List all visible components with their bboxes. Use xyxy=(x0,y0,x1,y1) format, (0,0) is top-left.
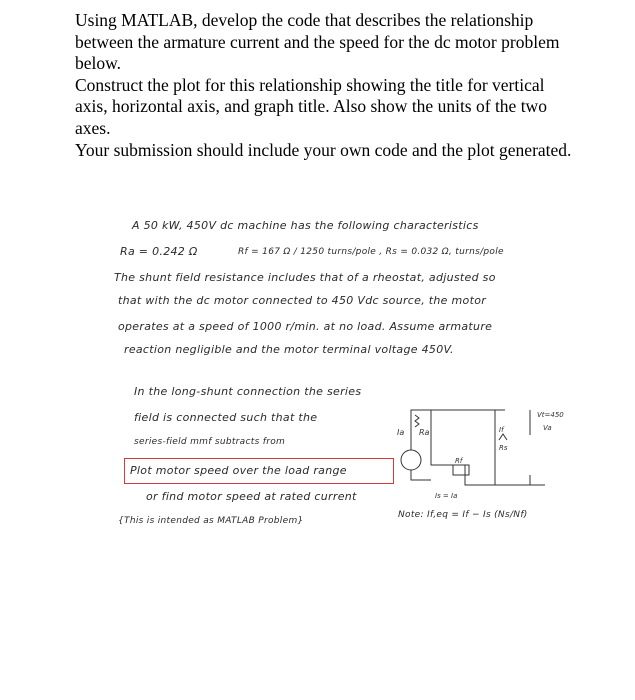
rf-label: Rf xyxy=(455,457,463,465)
hw-line-3: The shunt field resistance includes that of a rheostat, adjusted so xyxy=(114,271,496,284)
hw-line-7: In the long-shunt connection the series xyxy=(134,385,362,398)
hw-line-6: reaction negligible and the motor terminal voltage 450V. xyxy=(124,343,454,356)
question-paragraph-1: Using MATLAB, develop the code that describes the relationship between the armature current and the speed for the dc motor problem below. xyxy=(75,10,560,74)
hw-line-4: that with the dc motor connected to 450 Vdc source, the motor xyxy=(118,294,487,307)
hw-line-9: series-field mmf subtracts from xyxy=(134,437,286,447)
hw-line-1: A 50 kW, 450V dc machine has the following characteristics xyxy=(132,219,479,232)
hw-line-5: operates at a speed of 1000 r/min. at no load. Assume armature xyxy=(118,320,493,333)
ia-label: Ia xyxy=(397,428,405,437)
hw-line-2b: Rf = 167 Ω / 1250 turns/pole , Rs = 0.032 Ω, turns/pole xyxy=(238,247,504,257)
ra-label: Ra xyxy=(419,428,430,437)
motor-symbol xyxy=(401,450,421,470)
vt-label: Vt=450 xyxy=(537,411,564,419)
circuit-diagram xyxy=(395,405,570,500)
question-paragraph-3: Your submission should include your own code and the plot generated. xyxy=(75,139,572,160)
question-paragraph-2: Construct the plot for this relationship showing the title for vertical axis, horizontal axis, and graph title. Also show the units of the two axes. xyxy=(75,74,547,138)
hw-line-10: Plot motor speed over the load range xyxy=(130,464,347,477)
if-label: If xyxy=(499,426,504,434)
hw-line-12: {This is intended as MATLAB Problem} xyxy=(118,516,304,526)
rs-label: Rs xyxy=(499,444,508,452)
hw-note: Note: If,eq = If − Is (Ns/Nf) xyxy=(398,510,528,520)
question-text xyxy=(75,10,575,161)
hw-line-2a: Ra = 0.242 Ω xyxy=(120,245,198,258)
hw-line-8: field is connected such that the xyxy=(134,411,318,424)
is-label: Is = Ia xyxy=(435,492,458,500)
va-label: Va xyxy=(543,424,552,432)
hw-line-11: or find motor speed at rated current xyxy=(146,490,357,503)
